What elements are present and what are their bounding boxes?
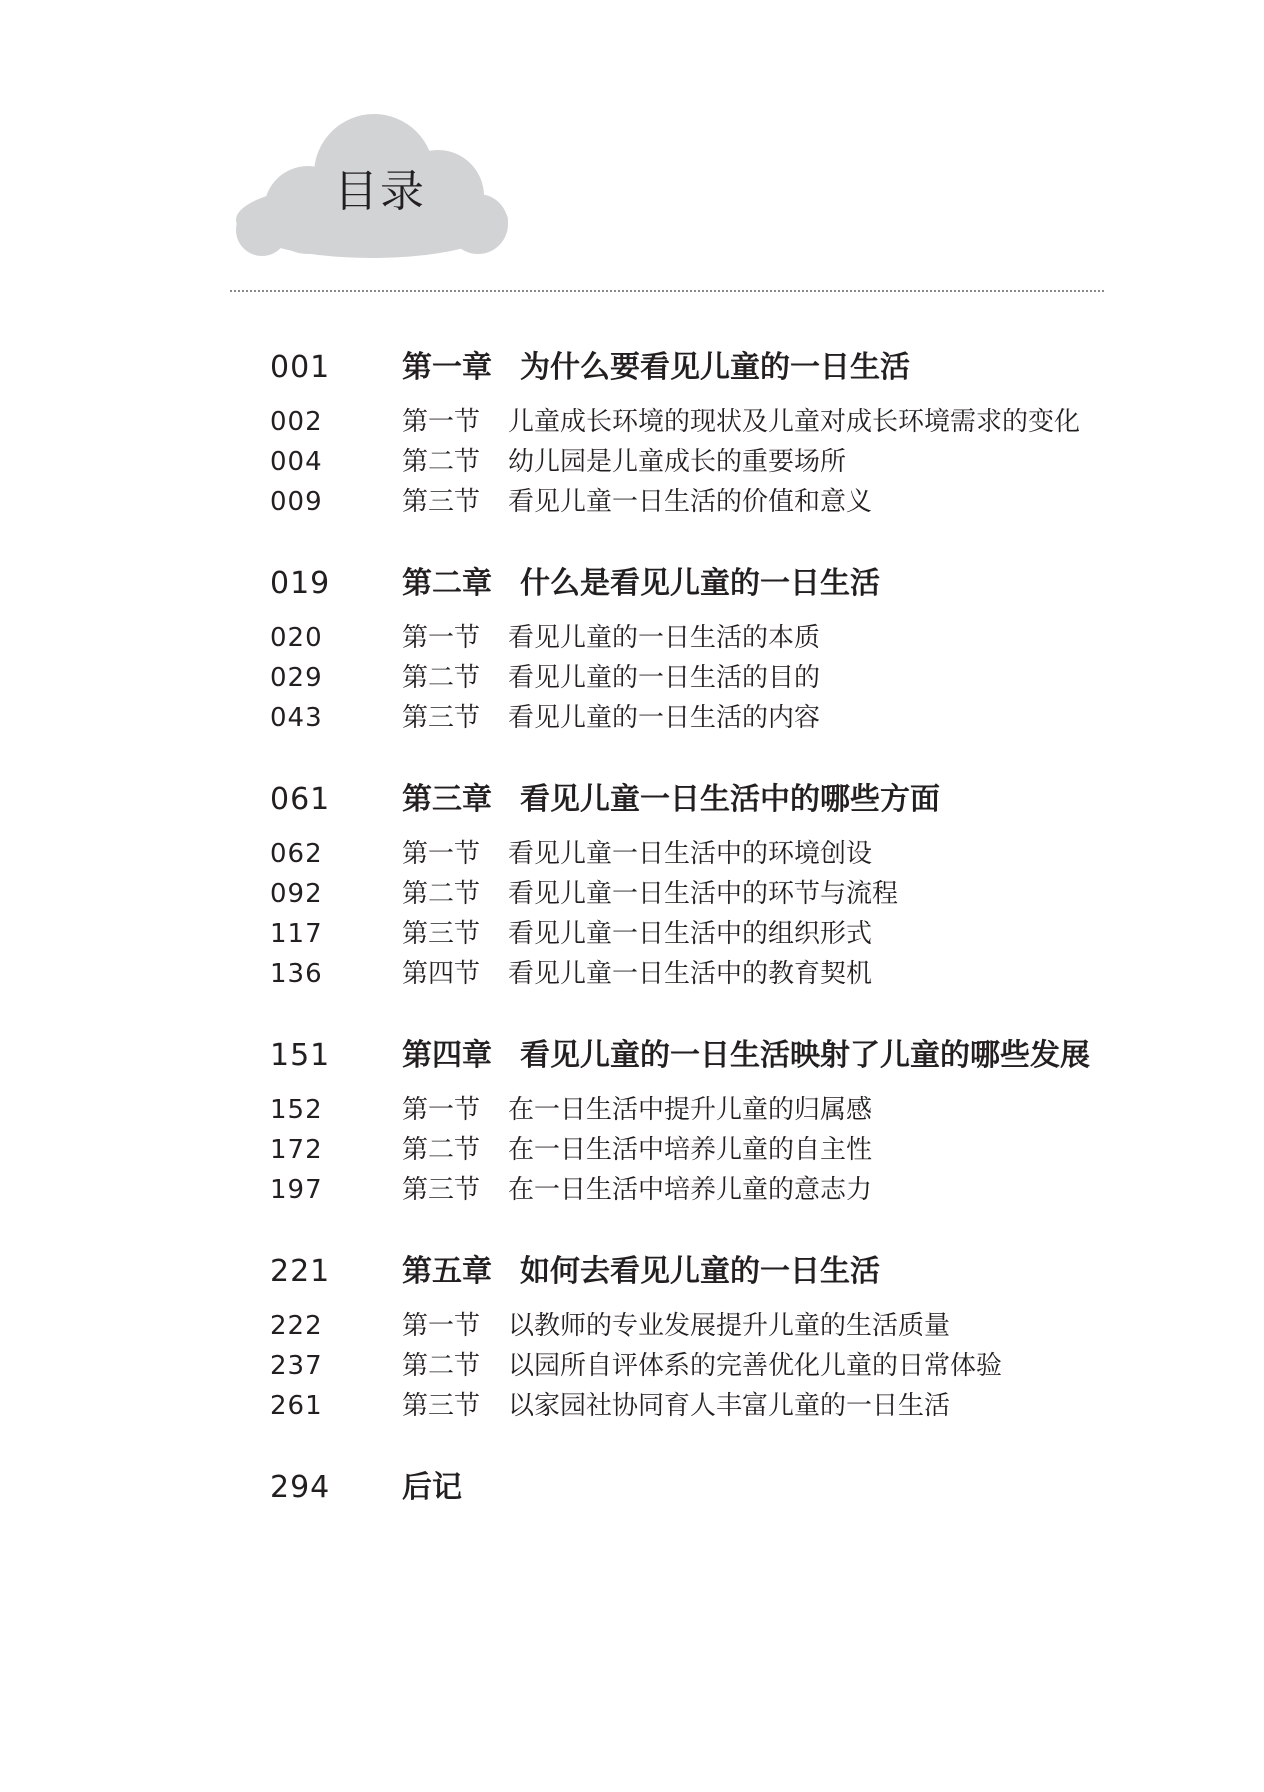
chapter-2: [270, 556, 1130, 738]
section-title: 看见儿童的一日生活的内容: [508, 703, 821, 733]
section-page-number: 261: [270, 1391, 323, 1421]
section-title: 看见儿童一日生活中的组织形式: [508, 919, 873, 949]
section-entry[interactable]: [270, 1170, 1130, 1210]
section-page-number: 002: [270, 407, 323, 437]
section-title: 在一日生活中培养儿童的自主性: [508, 1135, 873, 1165]
section-label: 第一节: [402, 1311, 481, 1341]
section-page-number: 004: [270, 447, 323, 477]
section-page-number: 136: [270, 959, 323, 989]
section-title: 看见儿童一日生活的价值和意义: [508, 487, 873, 517]
section-entry[interactable]: [270, 1346, 1130, 1386]
chapter-heading[interactable]: [270, 772, 1130, 828]
section-label: 第三节: [402, 919, 481, 949]
afterword-page-number: 294: [270, 1470, 331, 1505]
chapter-label: 第三章: [402, 782, 492, 817]
section-label: 第四节: [402, 959, 481, 989]
chapter-title: 看见儿童的一日生活映射了儿童的哪些发展: [520, 1038, 1090, 1073]
chapter-label: 第一章: [402, 350, 492, 385]
section-page-number: 117: [270, 919, 323, 949]
table-of-contents: [270, 340, 1130, 1516]
section-page-number: 197: [270, 1175, 323, 1205]
afterword-title: 后记: [402, 1470, 462, 1505]
section-entry[interactable]: [270, 618, 1130, 658]
section-title: 以园所自评体系的完善优化儿童的日常体验: [508, 1351, 1003, 1381]
section-title: 在一日生活中培养儿童的意志力: [508, 1175, 873, 1205]
chapter-page-number: 151: [270, 1038, 331, 1073]
section-entry[interactable]: [270, 954, 1130, 994]
section-page-number: 043: [270, 703, 323, 733]
chapter-page-number: 019: [270, 566, 331, 601]
chapter-page-number: 221: [270, 1254, 331, 1289]
section-label: 第三节: [402, 1175, 481, 1205]
chapter-4: [270, 1028, 1130, 1210]
section-label: 第一节: [402, 1095, 481, 1125]
section-label: 第二节: [402, 447, 481, 477]
section-label: 第三节: [402, 703, 481, 733]
chapter-label: 第四章: [402, 1038, 492, 1073]
section-title: 儿童成长环境的现状及儿童对成长环境需求的变化: [508, 407, 1081, 437]
section-title: 以家园社协同育人丰富儿童的一日生活: [508, 1391, 951, 1421]
chapter-title: 为什么要看见儿童的一日生活: [520, 350, 910, 385]
chapter-1: [270, 340, 1130, 522]
section-label: 第一节: [402, 839, 481, 869]
section-page-number: 172: [270, 1135, 323, 1165]
section-title: 看见儿童一日生活中的环境创设: [508, 839, 873, 869]
section-page-number: 029: [270, 663, 323, 693]
page-title: 目录: [334, 166, 426, 217]
chapter-3: [270, 772, 1130, 994]
afterword-entry[interactable]: [270, 1460, 1130, 1516]
section-label: 第二节: [402, 1135, 481, 1165]
section-label: 第二节: [402, 879, 481, 909]
chapter-5: [270, 1244, 1130, 1426]
section-title: 看见儿童一日生活中的环节与流程: [508, 879, 899, 909]
section-entry[interactable]: [270, 402, 1130, 442]
section-label: 第三节: [402, 487, 481, 517]
section-page-number: 222: [270, 1311, 323, 1341]
chapter-heading[interactable]: [270, 340, 1130, 396]
chapter-label: 第二章: [402, 566, 492, 601]
section-title: 看见儿童一日生活中的教育契机: [508, 959, 873, 989]
section-entry[interactable]: [270, 698, 1130, 738]
section-entry[interactable]: [270, 1090, 1130, 1130]
section-label: 第二节: [402, 1351, 481, 1381]
chapter-heading[interactable]: [270, 1028, 1130, 1084]
section-label: 第一节: [402, 407, 481, 437]
chapter-heading[interactable]: [270, 1244, 1130, 1300]
section-page-number: 237: [270, 1351, 323, 1381]
section-page-number: 009: [270, 487, 323, 517]
chapter-title: 什么是看见儿童的一日生活: [520, 566, 880, 601]
dotted-divider: [230, 290, 1104, 292]
chapter-title: 如何去看见儿童的一日生活: [520, 1254, 880, 1289]
section-page-number: 020: [270, 623, 323, 653]
section-entry[interactable]: [270, 658, 1130, 698]
section-entry[interactable]: [270, 914, 1130, 954]
chapter-page-number: 061: [270, 782, 331, 817]
section-entry[interactable]: [270, 1386, 1130, 1426]
section-entry[interactable]: [270, 874, 1130, 914]
section-entry[interactable]: [270, 1306, 1130, 1346]
section-label: 第一节: [402, 623, 481, 653]
chapter-page-number: 001: [270, 350, 331, 385]
section-title: 看见儿童的一日生活的目的: [508, 663, 821, 693]
chapter-heading[interactable]: [270, 556, 1130, 612]
section-label: 第二节: [402, 663, 481, 693]
chapter-label: 第五章: [402, 1254, 492, 1289]
section-title: 看见儿童的一日生活的本质: [508, 623, 821, 653]
section-entry[interactable]: [270, 482, 1130, 522]
chapter-title: 看见儿童一日生活中的哪些方面: [520, 782, 940, 817]
section-entry[interactable]: [270, 442, 1130, 482]
section-entry[interactable]: [270, 1130, 1130, 1170]
section-title: 以教师的专业发展提升儿童的生活质量: [508, 1311, 951, 1341]
section-title: 在一日生活中提升儿童的归属感: [508, 1095, 873, 1125]
section-entry[interactable]: [270, 834, 1130, 874]
section-page-number: 152: [270, 1095, 323, 1125]
section-title: 幼儿园是儿童成长的重要场所: [508, 447, 847, 477]
section-page-number: 092: [270, 879, 323, 909]
section-label: 第三节: [402, 1391, 481, 1421]
section-page-number: 062: [270, 839, 323, 869]
